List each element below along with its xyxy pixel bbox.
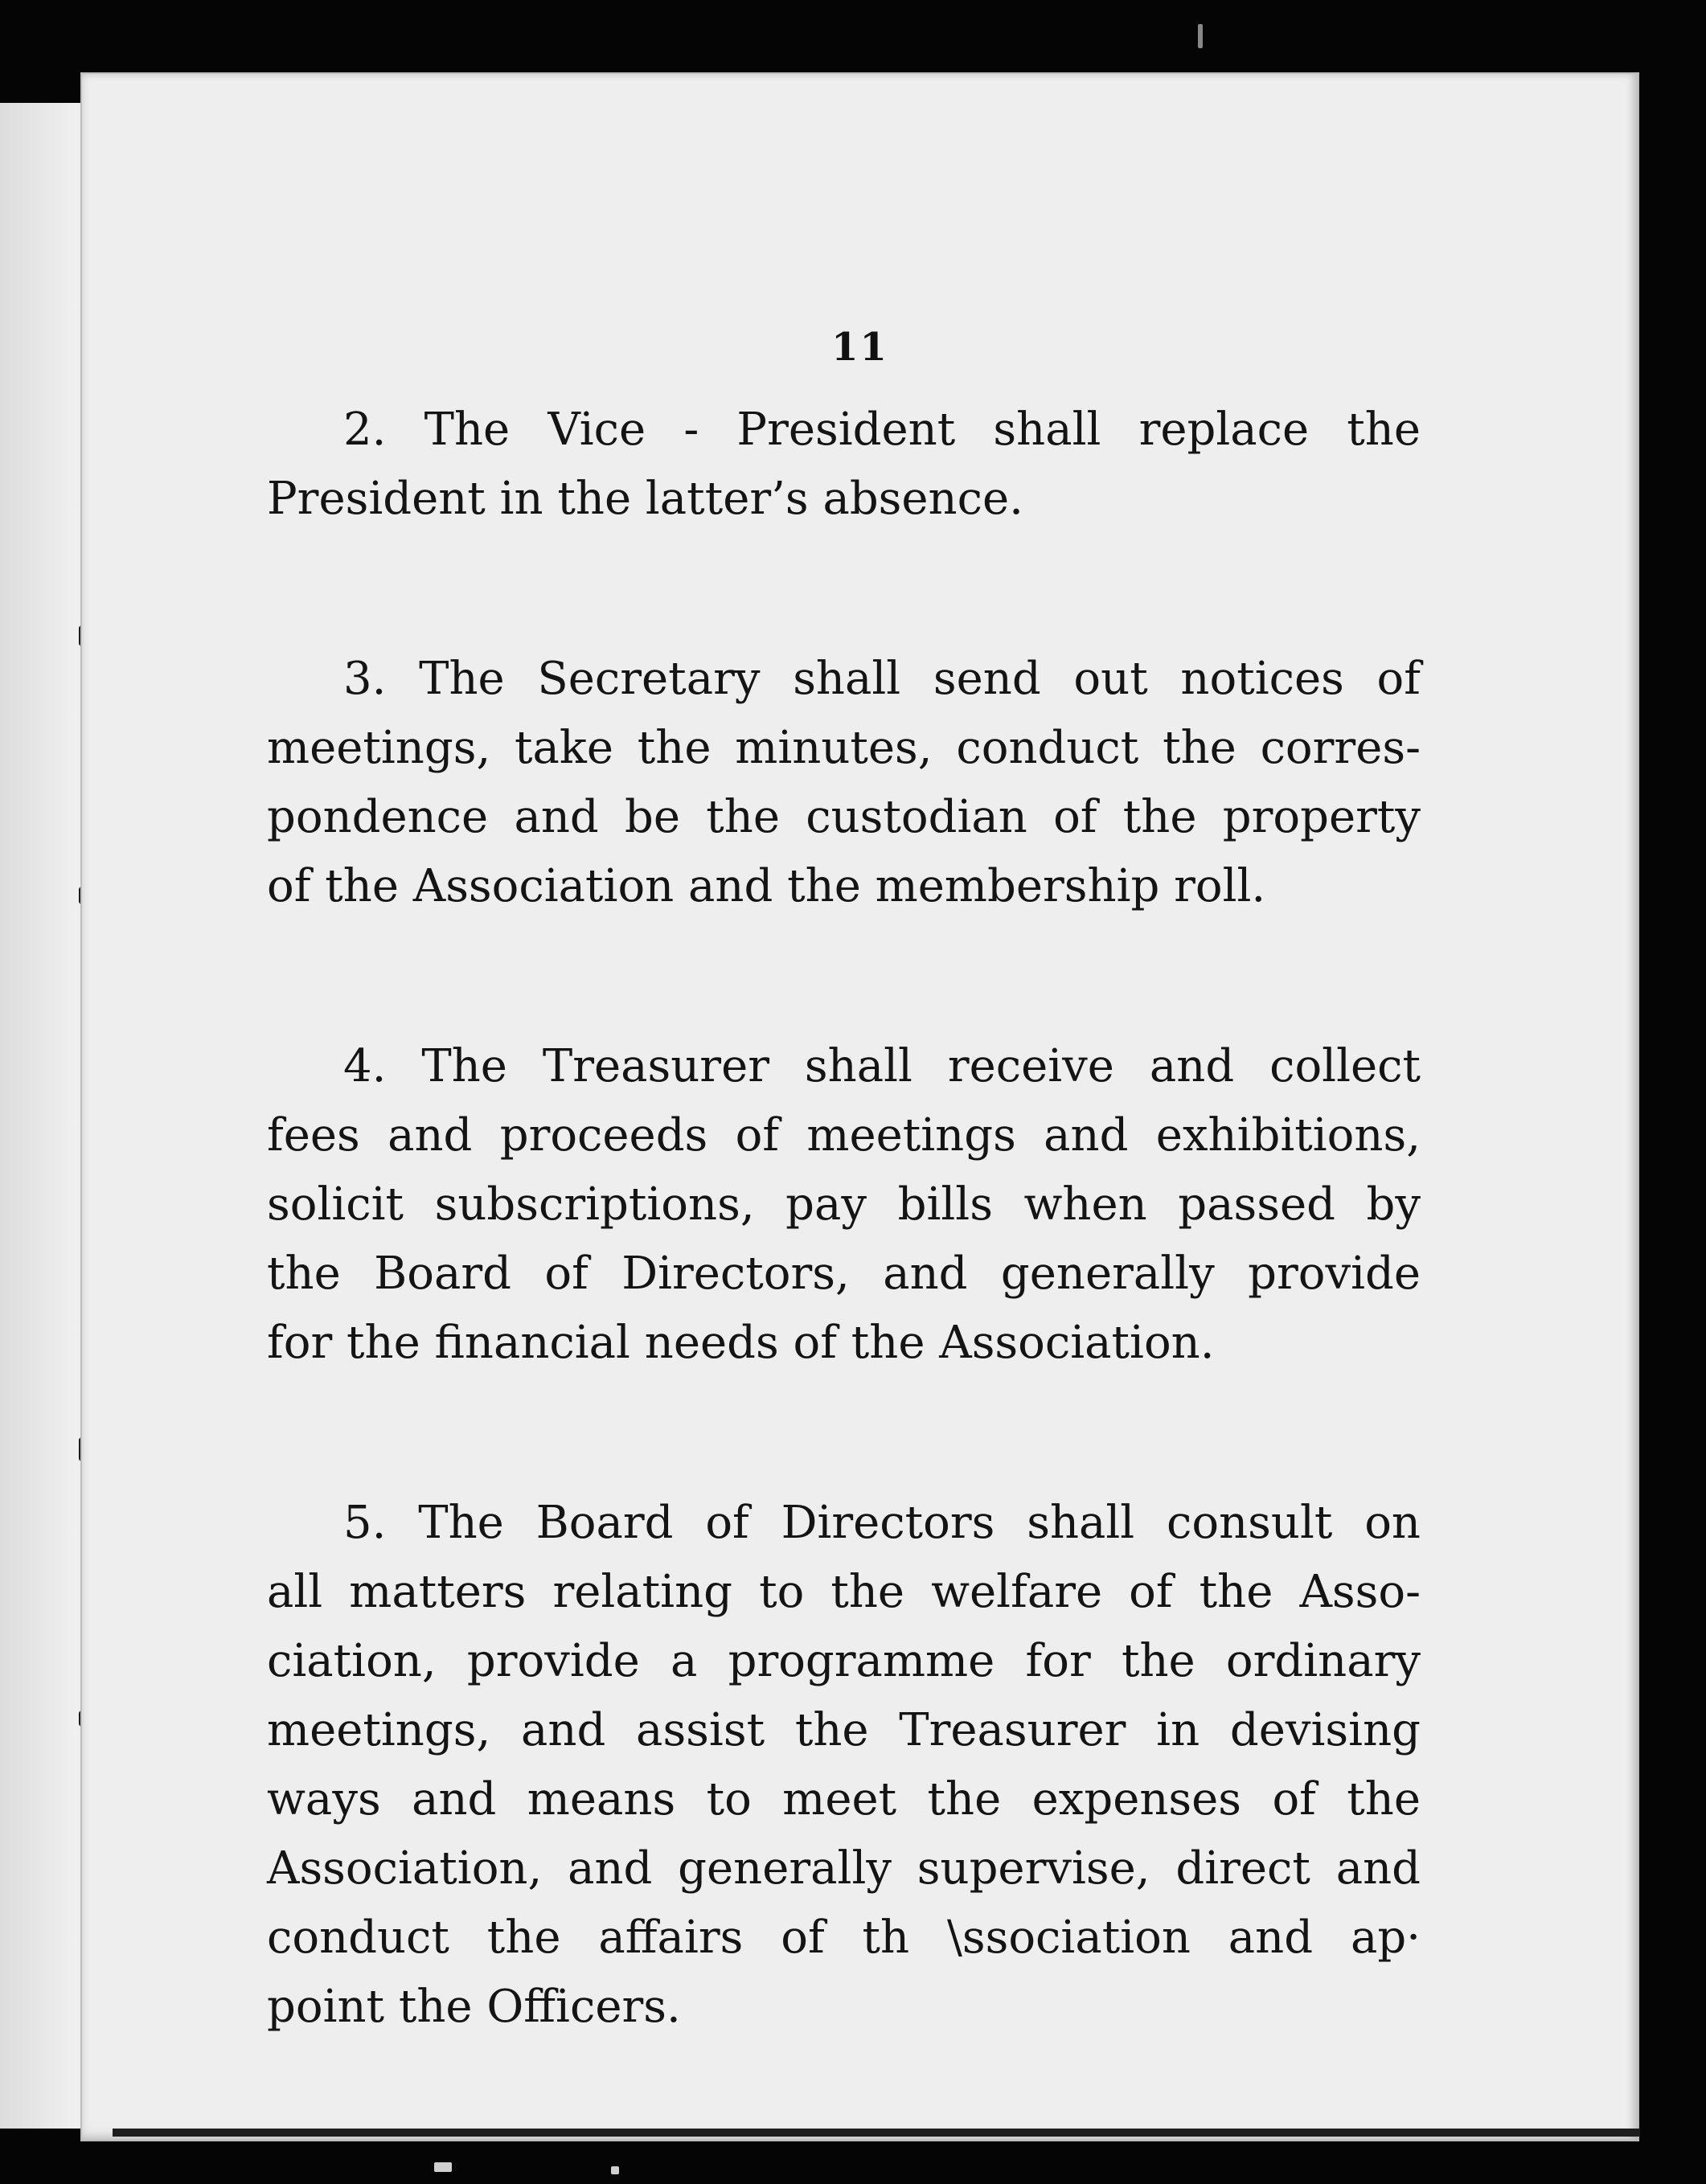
text-line: 4. The Treasurer shall receive and collect: [343, 1040, 1421, 1092]
paragraph: [267, 645, 1421, 921]
page-number: 11: [831, 325, 888, 370]
book-page: [80, 72, 1639, 2141]
text-line: meetings, and assist the Treasurer in devising: [267, 1704, 1421, 1756]
text-line: the Board of Directors, and generally provide: [267, 1248, 1421, 1300]
text-line: solicit subscriptions, pay bills when passed by: [267, 1178, 1421, 1231]
page-bottom-edge: [113, 2129, 1640, 2137]
text-line: pondence and be the custodian of the property: [267, 791, 1421, 843]
text-line: for the financial needs of the Association.: [267, 1317, 1215, 1369]
page-body: [267, 395, 1421, 2153]
text-line: point the Officers.: [267, 1981, 681, 2033]
paragraph: [267, 1032, 1421, 1378]
scan-speck: [611, 2166, 619, 2174]
scan-speck: [1198, 24, 1203, 48]
paragraph: [267, 1489, 1421, 2042]
text-line: meetings, take the minutes, conduct the corres-: [267, 722, 1421, 774]
text-line: President in the latter’s absence.: [267, 473, 1023, 525]
text-line: conduct the affairs of th \ssociation and ap·: [267, 1912, 1421, 1964]
text-line: Association, and generally supervise, direct and: [267, 1842, 1421, 1895]
text-line: 5. The Board of Directors shall consult on: [343, 1497, 1421, 1549]
text-line: 3. The Secretary shall send out notices of: [343, 653, 1421, 705]
text-line: ciation, provide a programme for the ordinary: [267, 1635, 1421, 1687]
scan-speck: [434, 2162, 452, 2172]
text-line: ways and means to meet the expenses of the: [267, 1773, 1421, 1825]
text-line: of the Association and the membership roll.: [267, 860, 1266, 912]
text-line: 2. The Vice - President shall replace the: [343, 404, 1421, 456]
text-line: all matters relating to the welfare of the Asso-: [267, 1566, 1421, 1618]
text-line: fees and proceeds of meetings and exhibitions,: [267, 1109, 1421, 1162]
paragraph: [267, 395, 1421, 534]
